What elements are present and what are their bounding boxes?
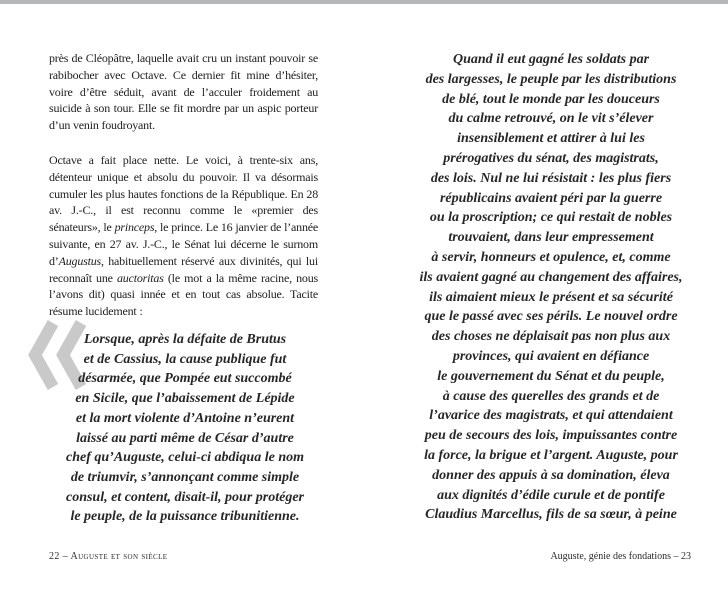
blockquote-tacite-continued: Quand il eut gagné les soldats par des largesses, le peuple par les distributions de blé, tout le monde par les douceurs du calme retrouvé, on le vit s’élever insensiblement et attirer à lui les prérogatives du sénat, des magistrats, des lois. Nul ne lui résistait : les plus fiers républicains avaient péri par la guerre ou la proscription; ce qui restait de nobles trouvaient, dans leur empressement à servir, honneurs et opulence, et, comme ils avaient gagné au changement des affaires, ils aimaient mieux le présent et sa sécurité que le passé avec ses périls. Le nouvel ordre des choses ne déplaisait pas non plus aux provinces, qui avaient en défiance le gouvernement du Sénat et du peuple, à cause des querelles des grands et de l’avarice des magistrats, et qui attendaient peu de secours des lois, impuissantes contre la force, la brigue et l’argent. Auguste, pour donner des appuis à sa domination, éleva aux dignités d’édile curule et de pontife Claudius Marcellus, fils de sa sœur, à peine (419, 52, 683, 523)
page-footer-left: 22 – Auguste et son siècle (49, 551, 168, 562)
blockquote-tacite: Lorsque, après la défaite de Brutus et de Cassius, la cause publique fut désarmée, que Pompée eut succombé en Sicile, que l’abaissement de Lépide et la mort violente d’Antoine n’eurent laissé au parti même de César d’autre chef qu’Auguste, celui-ci abdiqua le nom de triumvir, s’annonçant comme simple consul, et content, disait-il, pour protéger le peuple, de la puissance tribunitienne. (65, 332, 304, 525)
body-paragraph-2: Octave a fait place nette. Le voici, à trente-six ans, détenteur unique et absolu du pouvoir. Il va désormais cumuler les plus hautes fonctions de la République. En 28 av. J.-C., il est reconnu comme le «premier des sénateurs», le princeps, le prince. Le 16 janvier de l’année suivante, en 27 av. J.-C., le Sénat lui décerne le surnom d’Augustus, habituellement réservé aux divinités, qui lui reconnaît une auctoritas (le mot a la même racine, nous l’avons dit) quasi innée et en tout cas absolue. Tacite résume lucidement : (49, 153, 318, 319)
page-footer-right: Auguste, génie des fondations – 23 (550, 551, 691, 562)
body-paragraph-1: près de Cléopâtre, laquelle avait cru un instant pouvoir se rabibocher avec Octave. Ce dernier fit mine d’hésiter, voire d’être séduit, avant de l’acculer froidement au suicide à son tour. Elle se fit mordre par un aspic porteur d’un venin foudroyant. (49, 51, 318, 133)
